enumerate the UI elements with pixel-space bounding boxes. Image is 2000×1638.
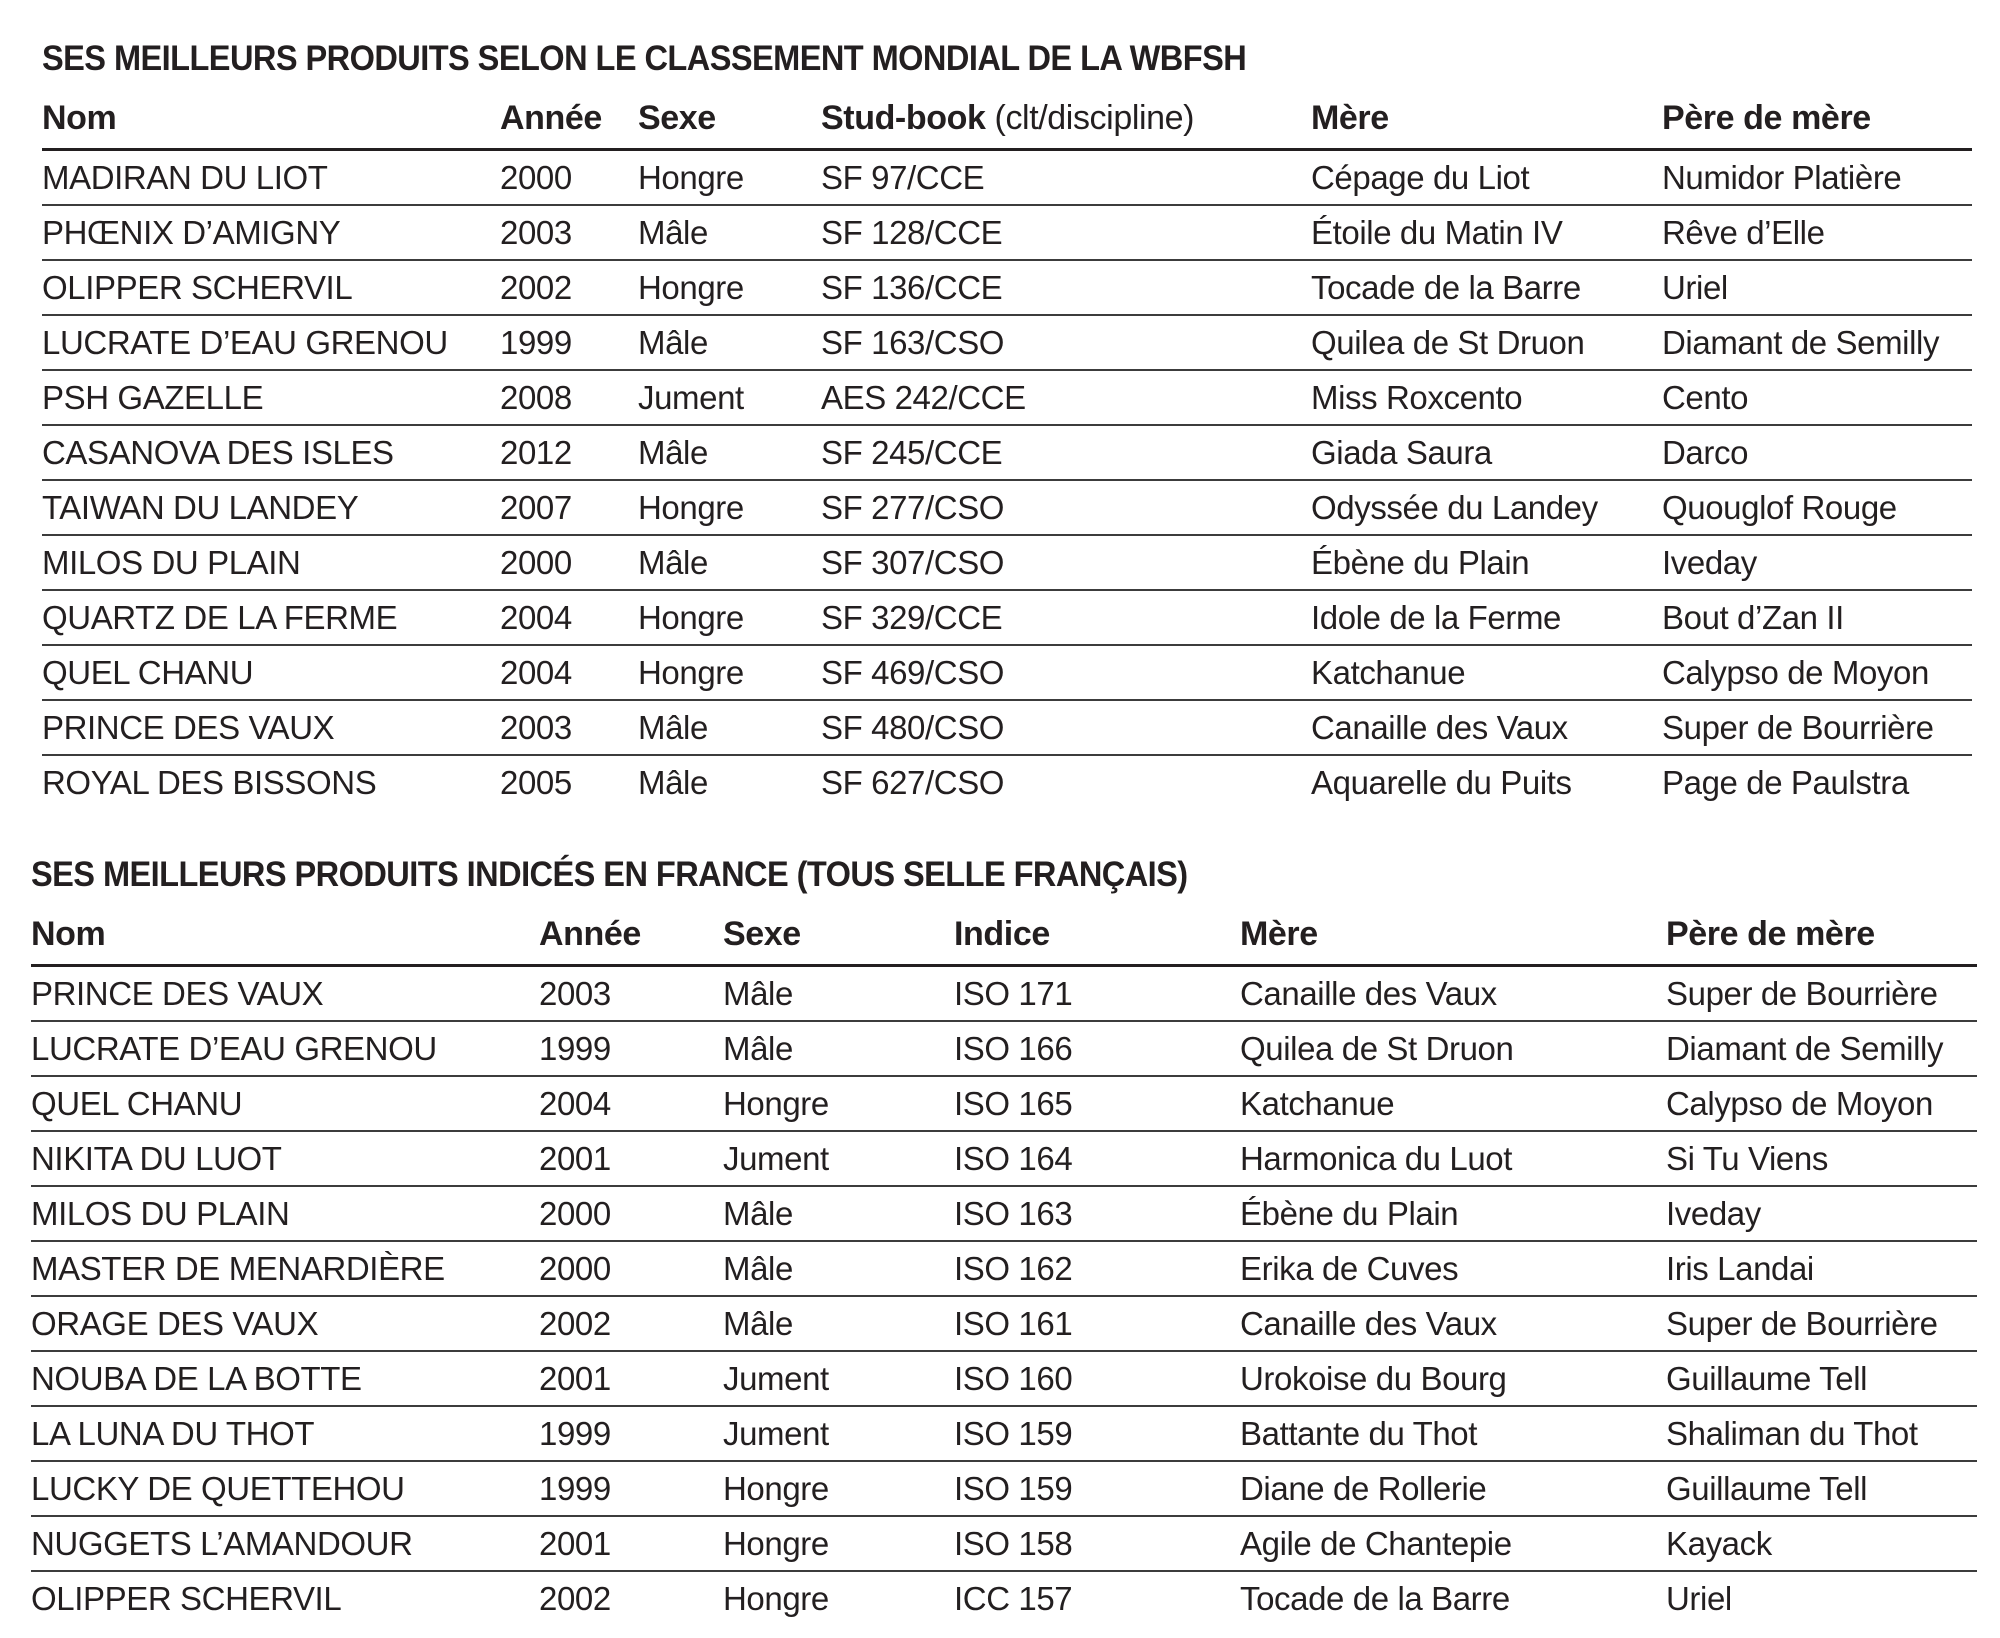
- cell-mere: Aquarelle du Puits: [1311, 764, 1572, 801]
- cell-indice: ISO 171: [954, 975, 1073, 1012]
- cell-sexe: Jument: [638, 379, 744, 416]
- table-row: [42, 481, 1972, 536]
- cell-mere: Ébène du Plain: [1240, 1195, 1459, 1232]
- cell-indice: ISO 161: [954, 1305, 1073, 1342]
- table-row: [31, 1187, 1977, 1242]
- table-row: [31, 1572, 1977, 1625]
- cell-nom: PHŒNIX D’AMIGNY: [42, 214, 341, 251]
- cell-nom: LUCRATE D’EAU GRENOU: [42, 324, 448, 361]
- header-annee: Année: [500, 99, 602, 137]
- cell-annee: 2000: [539, 1250, 611, 1287]
- header-indice: Indice: [954, 915, 1050, 953]
- cell-mere: Agile de Chantepie: [1240, 1525, 1512, 1562]
- cell-studbook: SF 97/CCE: [821, 159, 985, 196]
- cell-nom: CASANOVA DES ISLES: [42, 434, 394, 471]
- table-row: [42, 206, 1972, 261]
- table-row: [31, 967, 1977, 1022]
- cell-studbook: SF 277/CSO: [821, 489, 1005, 526]
- cell-indice: ISO 163: [954, 1195, 1073, 1232]
- cell-annee: 2001: [539, 1525, 611, 1562]
- cell-pere-de-mere: Shaliman du Thot: [1666, 1415, 1918, 1452]
- cell-sexe: Jument: [723, 1360, 829, 1397]
- cell-sexe: Mâle: [638, 764, 708, 801]
- cell-sexe: Mâle: [723, 1305, 793, 1342]
- cell-pere-de-mere: Iris Landai: [1666, 1250, 1814, 1287]
- cell-sexe: Mâle: [638, 324, 708, 361]
- cell-sexe: Mâle: [638, 709, 708, 746]
- cell-annee: 1999: [500, 324, 572, 361]
- table-row: [42, 646, 1972, 701]
- cell-indice: ICC 157: [954, 1580, 1073, 1617]
- cell-annee: 2002: [500, 269, 572, 306]
- table-header-row: [31, 904, 1977, 967]
- cell-mere: Battante du Thot: [1240, 1415, 1478, 1452]
- cell-annee: 2001: [539, 1140, 611, 1177]
- cell-sexe: Hongre: [723, 1525, 829, 1562]
- cell-pere-de-mere: Calypso de Moyon: [1662, 654, 1929, 691]
- cell-nom: MADIRAN DU LIOT: [42, 159, 328, 196]
- table-row: [31, 1132, 1977, 1187]
- cell-studbook: SF 136/CCE: [821, 269, 1003, 306]
- header-mere: Mère: [1311, 99, 1389, 137]
- header-sexe: Sexe: [723, 915, 801, 953]
- header-studbook-sub: (clt/discipline): [985, 99, 1195, 137]
- table-header-row: [42, 88, 1972, 151]
- cell-studbook: SF 469/CSO: [821, 654, 1005, 691]
- cell-nom: MASTER DE MENARDIÈRE: [31, 1250, 445, 1287]
- cell-annee: 2003: [539, 975, 611, 1012]
- cell-indice: ISO 159: [954, 1470, 1073, 1507]
- cell-studbook: AES 242/CCE: [821, 379, 1026, 416]
- cell-annee: 2003: [500, 709, 572, 746]
- table-row: [31, 1077, 1977, 1132]
- cell-pere-de-mere: Super de Bourrière: [1666, 1305, 1938, 1342]
- cell-sexe: Jument: [723, 1140, 829, 1177]
- cell-annee: 2012: [500, 434, 572, 471]
- cell-mere: Miss Roxcento: [1311, 379, 1523, 416]
- cell-annee: 2001: [539, 1360, 611, 1397]
- cell-nom: OLIPPER SCHERVIL: [42, 269, 353, 306]
- cell-nom: QUEL CHANU: [31, 1085, 243, 1122]
- cell-annee: 2005: [500, 764, 572, 801]
- cell-pere-de-mere: Guillaume Tell: [1666, 1360, 1868, 1397]
- cell-mere: Canaille des Vaux: [1240, 975, 1497, 1012]
- header-nom: Nom: [31, 915, 106, 953]
- cell-nom: ROYAL DES BISSONS: [42, 764, 377, 801]
- cell-nom: NUGGETS L’AMANDOUR: [31, 1525, 413, 1562]
- wbfsh-ranking-section: [42, 30, 1972, 809]
- cell-mere: Odyssée du Landey: [1311, 489, 1598, 526]
- cell-pere-de-mere: Calypso de Moyon: [1666, 1085, 1933, 1122]
- cell-pere-de-mere: Super de Bourrière: [1662, 709, 1934, 746]
- table-row: [42, 371, 1972, 426]
- cell-annee: 1999: [539, 1030, 611, 1067]
- cell-pere-de-mere: Page de Paulstra: [1662, 764, 1909, 801]
- cell-mere: Ébène du Plain: [1311, 544, 1530, 581]
- cell-mere: Canaille des Vaux: [1311, 709, 1568, 746]
- table-body: [31, 967, 1977, 1625]
- cell-pere-de-mere: Quouglof Rouge: [1662, 489, 1897, 526]
- header-studbook-label: Stud-book: [821, 99, 986, 137]
- cell-annee: 2000: [500, 159, 572, 196]
- table-row: [42, 756, 1972, 809]
- cell-pere-de-mere: Kayack: [1666, 1525, 1772, 1562]
- table-row: [31, 1352, 1977, 1407]
- cell-studbook: SF 627/CSO: [821, 764, 1005, 801]
- table-row: [42, 151, 1972, 206]
- cell-nom: PRINCE DES VAUX: [42, 709, 335, 746]
- cell-pere-de-mere: Iveday: [1666, 1195, 1761, 1232]
- cell-pere-de-mere: Bout d’Zan II: [1662, 599, 1844, 636]
- cell-annee: 2002: [539, 1305, 611, 1342]
- cell-pere-de-mere: Diamant de Semilly: [1662, 324, 1940, 361]
- cell-annee: 1999: [539, 1470, 611, 1507]
- cell-mere: Quilea de St Druon: [1240, 1030, 1514, 1067]
- cell-indice: ISO 159: [954, 1415, 1073, 1452]
- cell-mere: Urokoise du Bourg: [1240, 1360, 1507, 1397]
- cell-sexe: Mâle: [723, 1030, 793, 1067]
- cell-sexe: Mâle: [723, 1250, 793, 1287]
- cell-mere: Étoile du Matin IV: [1311, 214, 1563, 251]
- france-indices-section: [31, 846, 1977, 1625]
- header-pere-de-mere: Père de mère: [1662, 99, 1871, 137]
- cell-sexe: Hongre: [638, 599, 744, 636]
- cell-annee: 2004: [500, 654, 572, 691]
- table-row: [42, 316, 1972, 371]
- cell-sexe: Hongre: [638, 269, 744, 306]
- cell-nom: PRINCE DES VAUX: [31, 975, 324, 1012]
- cell-studbook: SF 128/CCE: [821, 214, 1003, 251]
- wbfsh-ranking-table: [42, 88, 1972, 809]
- cell-nom: NOUBA DE LA BOTTE: [31, 1360, 362, 1397]
- cell-nom: TAIWAN DU LANDEY: [42, 489, 359, 526]
- cell-pere-de-mere: Rêve d’Elle: [1662, 214, 1825, 251]
- france-indices-table: [31, 904, 1977, 1625]
- cell-sexe: Jument: [723, 1415, 829, 1452]
- section-title: SES MEILLEURS PRODUITS INDICÉS EN FRANCE (TOUS SELLE FRANÇAIS): [31, 855, 1188, 894]
- cell-sexe: Mâle: [638, 434, 708, 471]
- cell-sexe: Mâle: [723, 975, 793, 1012]
- cell-mere: Katchanue: [1240, 1085, 1395, 1122]
- cell-annee: 2000: [539, 1195, 611, 1232]
- cell-nom: LUCRATE D’EAU GRENOU: [31, 1030, 437, 1067]
- cell-mere: Tocade de la Barre: [1311, 269, 1581, 306]
- header-studbook: [821, 88, 1311, 148]
- cell-sexe: Hongre: [638, 654, 744, 691]
- cell-mere: Giada Saura: [1311, 434, 1492, 471]
- cell-pere-de-mere: Uriel: [1666, 1580, 1732, 1617]
- section-title: SES MEILLEURS PRODUITS SELON LE CLASSEMENT MONDIAL DE LA WBFSH: [42, 39, 1247, 78]
- cell-indice: ISO 160: [954, 1360, 1073, 1397]
- table-row: [31, 1407, 1977, 1462]
- cell-indice: ISO 165: [954, 1085, 1073, 1122]
- cell-pere-de-mere: Numidor Platière: [1662, 159, 1902, 196]
- cell-studbook: SF 480/CSO: [821, 709, 1005, 746]
- table-row: [42, 536, 1972, 591]
- cell-sexe: Mâle: [638, 214, 708, 251]
- cell-studbook: SF 329/CCE: [821, 599, 1003, 636]
- cell-mere: Katchanue: [1311, 654, 1466, 691]
- cell-mere: Erika de Cuves: [1240, 1250, 1459, 1287]
- header-nom: Nom: [42, 99, 117, 137]
- cell-mere: Diane de Rollerie: [1240, 1470, 1487, 1507]
- cell-nom: OLIPPER SCHERVIL: [31, 1580, 342, 1617]
- cell-sexe: Mâle: [723, 1195, 793, 1232]
- cell-sexe: Hongre: [638, 489, 744, 526]
- cell-annee: 2003: [500, 214, 572, 251]
- header-annee: Année: [539, 915, 641, 953]
- cell-pere-de-mere: Super de Bourrière: [1666, 975, 1938, 1012]
- cell-sexe: Hongre: [723, 1580, 829, 1617]
- cell-nom: ORAGE DES VAUX: [31, 1305, 319, 1342]
- table-row: [31, 1022, 1977, 1077]
- cell-nom: MILOS DU PLAIN: [42, 544, 301, 581]
- cell-nom: NIKITA DU LUOT: [31, 1140, 282, 1177]
- table-row: [31, 1517, 1977, 1572]
- cell-annee: 2004: [500, 599, 572, 636]
- cell-annee: 2000: [500, 544, 572, 581]
- cell-annee: 2008: [500, 379, 572, 416]
- table-body: [42, 151, 1972, 809]
- cell-indice: ISO 164: [954, 1140, 1073, 1177]
- cell-mere: Idole de la Ferme: [1311, 599, 1561, 636]
- cell-pere-de-mere: Darco: [1662, 434, 1749, 471]
- cell-nom: LA LUNA DU THOT: [31, 1415, 315, 1452]
- cell-pere-de-mere: Diamant de Semilly: [1666, 1030, 1944, 1067]
- cell-nom: QUARTZ DE LA FERME: [42, 599, 398, 636]
- table-row: [31, 1242, 1977, 1297]
- table-row: [42, 261, 1972, 316]
- header-pere-de-mere: Père de mère: [1666, 915, 1875, 953]
- cell-indice: ISO 166: [954, 1030, 1073, 1067]
- cell-annee: 2007: [500, 489, 572, 526]
- header-mere: Mère: [1240, 915, 1318, 953]
- cell-mere: Tocade de la Barre: [1240, 1580, 1510, 1617]
- cell-annee: 2004: [539, 1085, 611, 1122]
- cell-indice: ISO 158: [954, 1525, 1073, 1562]
- cell-annee: 1999: [539, 1415, 611, 1452]
- cell-studbook: SF 163/CSO: [821, 324, 1005, 361]
- cell-nom: PSH GAZELLE: [42, 379, 264, 416]
- cell-indice: ISO 162: [954, 1250, 1073, 1287]
- cell-studbook: SF 307/CSO: [821, 544, 1005, 581]
- cell-pere-de-mere: Guillaume Tell: [1666, 1470, 1868, 1507]
- cell-sexe: Hongre: [638, 159, 744, 196]
- cell-mere: Canaille des Vaux: [1240, 1305, 1497, 1342]
- cell-annee: 2002: [539, 1580, 611, 1617]
- table-row: [42, 591, 1972, 646]
- cell-sexe: Hongre: [723, 1085, 829, 1122]
- cell-nom: MILOS DU PLAIN: [31, 1195, 290, 1232]
- header-sexe: Sexe: [638, 99, 716, 137]
- cell-studbook: SF 245/CCE: [821, 434, 1003, 471]
- cell-pere-de-mere: Iveday: [1662, 544, 1757, 581]
- table-row: [42, 701, 1972, 756]
- cell-mere: Quilea de St Druon: [1311, 324, 1585, 361]
- table-row: [42, 426, 1972, 481]
- cell-pere-de-mere: Cento: [1662, 379, 1749, 416]
- cell-mere: Harmonica du Luot: [1240, 1140, 1513, 1177]
- cell-sexe: Mâle: [638, 544, 708, 581]
- table-row: [31, 1462, 1977, 1517]
- table-row: [31, 1297, 1977, 1352]
- cell-nom: LUCKY DE QUETTEHOU: [31, 1470, 405, 1507]
- cell-mere: Cépage du Liot: [1311, 159, 1530, 196]
- cell-nom: QUEL CHANU: [42, 654, 254, 691]
- cell-pere-de-mere: Uriel: [1662, 269, 1728, 306]
- cell-pere-de-mere: Si Tu Viens: [1666, 1140, 1828, 1177]
- cell-sexe: Hongre: [723, 1470, 829, 1507]
